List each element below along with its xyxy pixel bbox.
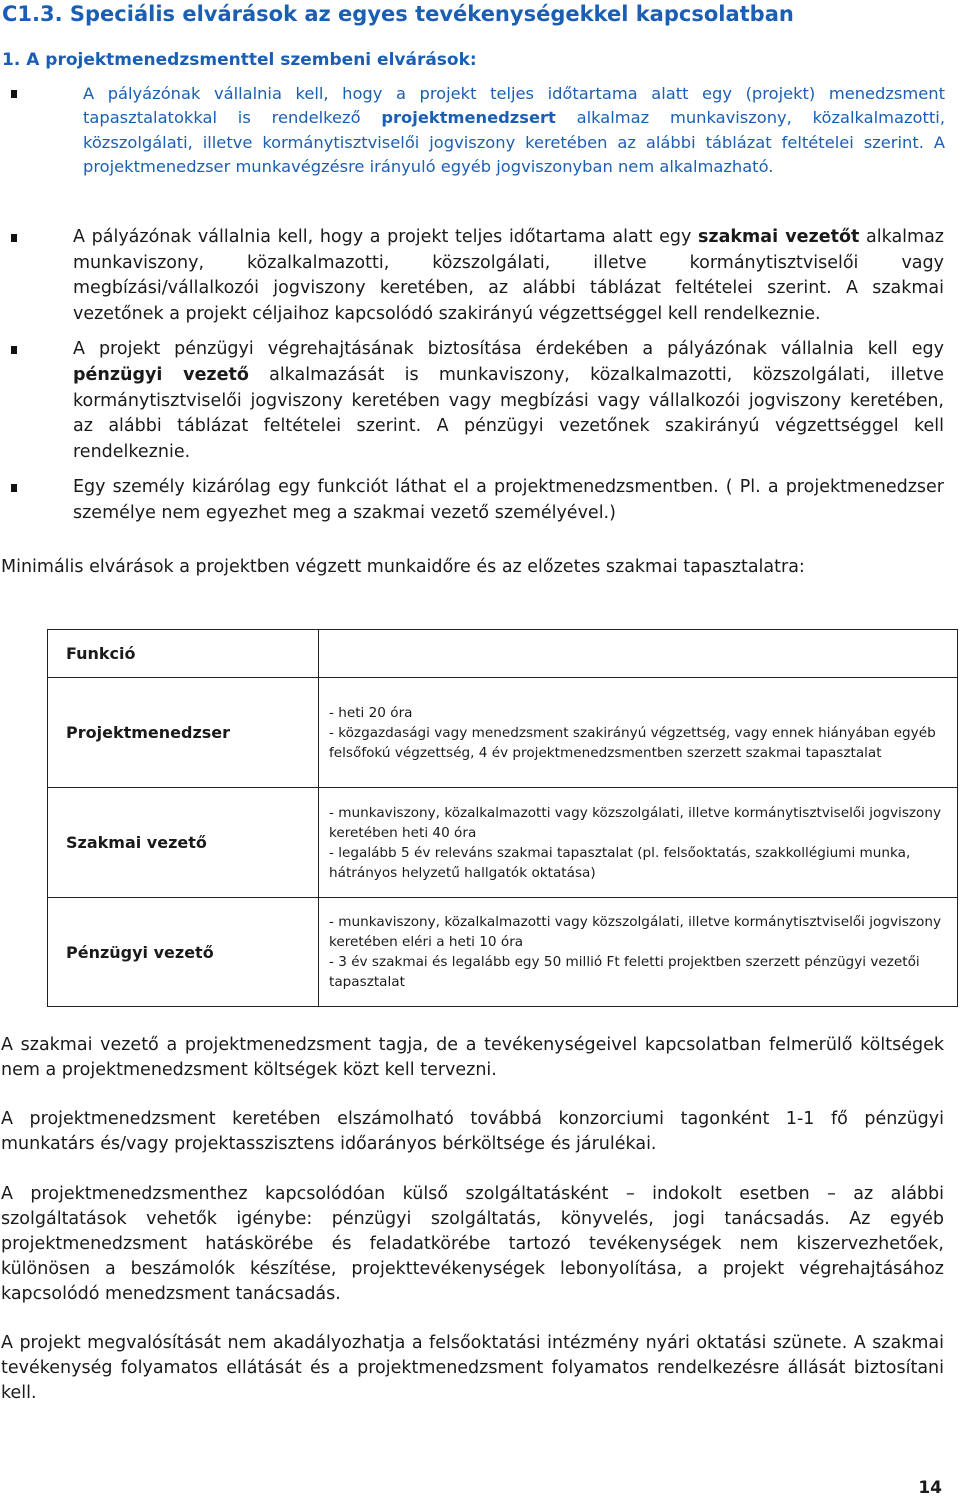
bullet-square-icon xyxy=(11,90,17,98)
bullet-item-szakmai-vezeto xyxy=(0,225,944,327)
requirement-line: - munkaviszony, közalkalmazotti vagy közszolgálati, illetve kormánytisztviselői jogviszony keretében eléri a heti 10 óra xyxy=(329,914,942,950)
requirement-line: - legalább 5 év releváns szakmai tapasztalat (pl. felsőoktatás, szakkollégiumi munka, hátrányos helyzetű hallgatók oktatása) xyxy=(329,844,911,881)
table-cell-requirements xyxy=(319,788,958,898)
blue-bullet-list xyxy=(0,82,960,180)
bullet-text-bold: pénzügyi vezető xyxy=(73,364,249,385)
bullet-text-pre: Egy személy kizárólag egy funkciót láthat el a projektmenedzsmentben. ( Pl. a projektmenedzser személye nem egyezhet meg a szakmai vezető személyével.) xyxy=(73,477,944,523)
bullet-square-icon xyxy=(11,484,17,492)
table-row xyxy=(48,898,958,1007)
paragraph-szakmai-vezeto: A szakmai vezető a projektmenedzsment tagja, de a tevékenységeivel kapcsolatban felmerülő költségek nem a projektmenedzsment költségek közt kell tervezni. xyxy=(1,1035,944,1080)
table-header-row xyxy=(48,630,958,678)
table-cell-function: Pénzügyi vezető xyxy=(48,898,319,1007)
table-cell-function: Projektmenedzser xyxy=(48,678,319,788)
table-cell-function: Szakmai vezető xyxy=(48,788,319,898)
black-bullet-list xyxy=(0,225,960,527)
bullet-item-projektmenedzser xyxy=(0,82,945,180)
table-header-function: Funkció xyxy=(48,630,319,678)
bullet-text-pre: A pályázónak vállalnia kell, hogy a projekt teljes időtartama alatt egy xyxy=(73,227,698,247)
table-row xyxy=(48,788,958,898)
bullet-text-pre: A projekt pénzügyi végrehajtásának biztosítása érdekében a pályázónak vállalnia kell egy xyxy=(73,339,944,360)
requirement-line: - munkaviszony, közalkalmazotti vagy közszolgálati, illetve kormánytisztviselői jogviszony keretében heti 40 óra xyxy=(329,804,942,841)
requirement-line: - heti 20 óra xyxy=(329,704,413,721)
table-cell-requirements xyxy=(319,678,958,788)
page-number: 14 xyxy=(918,1478,942,1498)
paragraph-konzorciumi: A projektmenedzsment keretében elszámolható továbbá konzorciumi tagonként 1-1 fő pénzügyi munkatárs és/vagy projektasszisztens időarányos bérköltsége és járulékai. xyxy=(1,1109,944,1154)
bullet-item-penzugyi-vezeto xyxy=(0,337,944,465)
table-cell-requirements xyxy=(319,898,958,1007)
bullet-text-bold: projektmenedzsert xyxy=(381,108,556,128)
bullet-square-icon xyxy=(11,346,17,354)
bullet-item-egy-funkcio xyxy=(0,475,944,526)
requirement-line: - 3 év szakmai és legalább egy 50 millió Ft feletti projektben szerzett pénzügyi vezetői tapasztalat xyxy=(329,954,920,990)
section-heading: C1.3. Speciális elvárások az egyes tevékenységekkel kapcsolatban xyxy=(2,2,794,26)
table-row xyxy=(48,678,958,788)
bullet-text-bold: szakmai vezetőt xyxy=(698,227,860,247)
bullet-text-post: alkalmaz munkaviszony, közalkalmazotti, közszolgálati, illetve kormánytisztviselői vagy megbízási/vállalkozói jogviszony keretében, az alábbi táblázat feltételei szerint. A szakmai vezetőnek a projekt céljaihoz kapcsolódó szakirányú végzettséggel kell rendelkeznie. xyxy=(73,227,944,324)
paragraph-nyari-szunet: A projekt megvalósítását nem akadályozhatja a felsőoktatási intézmény nyári oktatási szünete. A szakmai tevékenység folyamatos ellátását és a projektmenedzsment folyamatos rendelkezésre állását biztosítani kell. xyxy=(1,1333,944,1403)
bullet-text-pre: A pályázónak vállalnia kell, hogy a projekt teljes időtartama alatt egy (projekt) menedzsment tapasztalatokkal is rendelkező xyxy=(83,84,945,128)
bullet-text-post: alkalmazását is munkaviszony, közalkalmazotti, közszolgálati, illetve kormánytisztviselői jogviszony keretében vagy megbízási vagy vállalkozói jogviszony keretében, az alábbi táblázat feltételei szerint. A pénzügyi vezetőnek szakirányú végzettséggel kell rendelkeznie. xyxy=(73,364,944,462)
table-header-empty xyxy=(319,630,958,678)
intro-paragraph: Minimális elvárások a projektben végzett munkaidőre és az előzetes szakmai tapasztalatra: xyxy=(1,557,805,577)
requirement-line: - közgazdasági vagy menedzsment szakirányú végzettség, vagy ennek hiányában egyéb felsőfokú végzettség, 4 év projektmenedzsmentben szerzett szakmai tapasztalat xyxy=(329,724,936,761)
subsection-heading: 1. A projektmenedzsmenttel szembeni elvárások: xyxy=(2,50,477,70)
bullet-square-icon xyxy=(11,234,17,242)
paragraph-kulso-szolgaltatas: A projektmenedzsmenthez kapcsolódóan külső szolgáltatásként – indokolt esetben – az alábbi szolgáltatások vehetők igénybe: pénzügyi szolgáltatás, könyvelés, jogi tanácsadás. Az egyéb projektmenedzsment hatáskörébe és feladatkörébe tartozó tevékenységek nem kiszervezhetőek, különösen a beszámolók készítése, projekttevékenységek lebonyolítása, a projekt végrehajtásához kapcsolódó menedzsment tanácsadás. xyxy=(1,1184,944,1304)
bullet-text-post: alkalmaz munkaviszony, közalkalmazotti, közszolgálati, illetve kormánytisztviselői jogviszony keretében az alábbi táblázat feltételei szerint. A projektmenedzser munkavégzésre irányuló egyéb jogviszonyban nem alkalmazható. xyxy=(83,108,945,177)
requirements-table xyxy=(47,629,958,1007)
